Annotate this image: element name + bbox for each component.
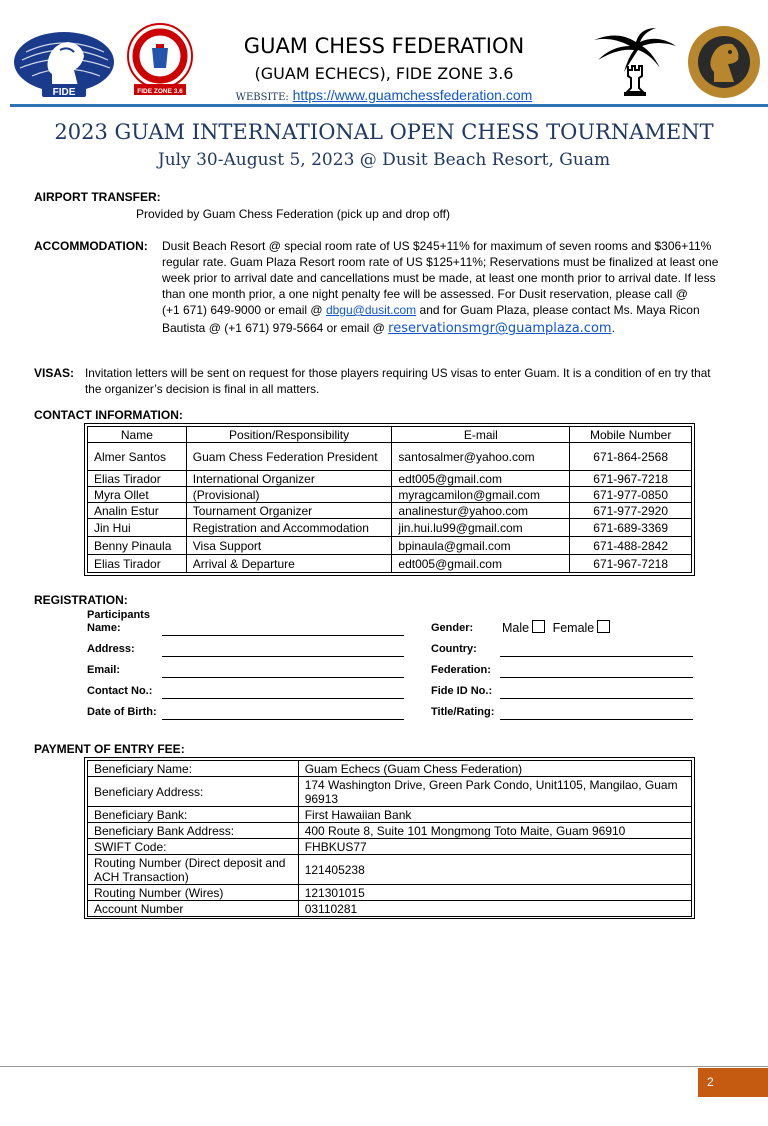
female-checkbox[interactable] <box>597 620 610 633</box>
fide-id-field[interactable] <box>500 698 693 699</box>
table-row <box>88 443 692 471</box>
country-label: Country: <box>431 643 477 655</box>
visas-line-2: the organizer’s decision is final in all matters. <box>85 382 320 396</box>
contact-position: Registration and Accommodation <box>186 519 392 537</box>
col-header-email: E-mail <box>392 427 570 443</box>
country-field[interactable] <box>500 656 693 657</box>
accommodation-line-3: week prior to arrival date and cancellations must be made, at least one month prior to arrival date. If less <box>162 271 716 285</box>
payment-key: Routing Number (Direct deposit and ACH Transaction) <box>88 855 299 885</box>
table-row <box>88 839 692 855</box>
contact-mobile: 671-977-2920 <box>570 503 692 519</box>
contact-name: Elias Tirador <box>88 471 187 487</box>
col-header-mobile: Mobile Number <box>570 427 692 443</box>
accommodation-line-2: regular rate. Guam Plaza Resort room rate of US $125+11%; Reservations must be finalized at least one <box>162 255 719 269</box>
contact-name: Jin Hui <box>88 519 187 537</box>
address-field[interactable] <box>162 656 404 657</box>
title-rating-field[interactable] <box>500 719 693 720</box>
payment-key: Routing Number (Wires) <box>88 885 299 901</box>
contact-name: Benny Pinaula <box>88 537 187 555</box>
email-label: Email: <box>87 664 121 676</box>
website-line <box>0 87 768 103</box>
title-rating-label: Title/Rating: <box>431 706 495 718</box>
table-row <box>88 537 692 555</box>
payment-value: First Hawaiian Bank <box>298 807 691 823</box>
contact-position: (Provisional) <box>186 487 392 503</box>
contact-email[interactable]: edt005@gmail.com <box>392 555 570 573</box>
payment-key: Beneficiary Address: <box>88 777 299 807</box>
email-field[interactable] <box>162 677 404 678</box>
contact-position: Visa Support <box>186 537 392 555</box>
contact-mobile: 671-977-0850 <box>570 487 692 503</box>
website-link[interactable]: https://www.guamchessfederation.com <box>292 87 533 103</box>
payment-value: 400 Route 8, Suite 101 Mongmong Toto Maite, Guam 96910 <box>298 823 691 839</box>
header-divider <box>10 104 768 107</box>
payment-key: Beneficiary Bank: <box>88 807 299 823</box>
contact-mobile: 671-689-3369 <box>570 519 692 537</box>
table-row <box>88 807 692 823</box>
fide-id-label: Fide ID No.: <box>431 685 493 697</box>
dob-field[interactable] <box>162 719 404 720</box>
contact-header-row <box>88 427 692 443</box>
fide-logo-text: FIDE <box>52 87 76 98</box>
tournament-title: 2023 GUAM INTERNATIONAL OPEN CHESS TOURNAMENT <box>54 120 714 144</box>
gender-female-label: Female <box>552 621 595 635</box>
payment-value: 121405238 <box>298 855 691 885</box>
contact-info-label: CONTACT INFORMATION: <box>34 408 183 422</box>
federation-field[interactable] <box>500 677 693 678</box>
accommodation-label: ACCOMMODATION: <box>34 239 148 253</box>
contact-name: Almer Santos <box>88 443 187 471</box>
contact-email[interactable]: myragcamilon@gmail.com <box>392 487 570 503</box>
seal-zone-text: FIDE ZONE 3.6 <box>137 88 183 95</box>
accommodation-text <box>162 238 762 337</box>
table-row <box>88 503 692 519</box>
table-row <box>88 855 692 885</box>
contact-no-field[interactable] <box>162 698 404 699</box>
contact-name: Analin Estur <box>88 503 187 519</box>
airport-transfer-text: Provided by Guam Chess Federation (pick up and drop off) <box>136 207 450 221</box>
address-label: Address: <box>87 643 135 655</box>
table-row <box>88 901 692 917</box>
visas-text <box>85 365 767 397</box>
contact-mobile: 671-488-2842 <box>570 537 692 555</box>
accommodation-line-5: (+1 671) 649-9000 or email @ dbgu@dusit.com and for Guam Plaza, please contact Ms. Maya Ricon <box>162 303 700 317</box>
contact-name: Myra Ollet <box>88 487 187 503</box>
contact-position: Tournament Organizer <box>186 503 392 519</box>
visas-label: VISAS: <box>34 366 75 380</box>
payment-value: Guam Echecs (Guam Chess Federation) <box>298 761 691 777</box>
tournament-dates: July 30-August 5, 2023 @ Dusit Beach Resort, Guam <box>157 150 611 170</box>
participant-name-field[interactable] <box>162 635 404 636</box>
contact-position: Guam Chess Federation President <box>186 443 392 471</box>
federation-label: Federation: <box>431 664 491 676</box>
dusit-email-link[interactable]: dbgu@dusit.com <box>325 303 417 317</box>
table-row <box>88 487 692 503</box>
payment-table <box>87 760 692 917</box>
contact-email[interactable]: edt005@gmail.com <box>392 471 570 487</box>
payment-key: Beneficiary Name: <box>88 761 299 777</box>
table-row <box>88 885 692 901</box>
dob-label: Date of Birth: <box>87 706 157 718</box>
website-label: WEBSITE: <box>235 92 289 103</box>
federation-title: GUAM CHESS FEDERATION <box>243 34 525 58</box>
payment-key: Account Number <box>88 901 299 917</box>
contact-table <box>87 426 692 573</box>
table-row <box>88 471 692 487</box>
table-row <box>88 761 692 777</box>
contact-mobile: 671-864-2568 <box>570 443 692 471</box>
contact-mobile: 671-967-7218 <box>570 555 692 573</box>
col-header-name: Name <box>88 427 187 443</box>
registration-label: REGISTRATION: <box>34 593 128 607</box>
contact-email[interactable]: analinestur@yahoo.com <box>392 503 570 519</box>
table-row <box>88 555 692 573</box>
footer-divider <box>0 1066 768 1067</box>
contact-email[interactable]: santosalmer@yahoo.com <box>392 443 570 471</box>
visas-line-1: Invitation letters will be sent on request for those players requiring US visas to enter Guam. It is a condition of en try that <box>85 366 711 380</box>
contact-no-label: Contact No.: <box>87 685 153 697</box>
payment-key: SWIFT Code: <box>88 839 299 855</box>
accommodation-line-4: than one month prior, a one night penalty fee will be assessed. For Dusit reservation, please call @ <box>162 287 688 301</box>
federation-subtitle: (GUAM ECHECS), FIDE ZONE 3.6 <box>254 64 514 83</box>
table-row <box>88 777 692 807</box>
table-row <box>88 823 692 839</box>
accommodation-line-1: Dusit Beach Resort @ special room rate of US $245+11% for maximum of seven rooms and $306+11% <box>162 239 712 253</box>
contact-mobile: 671-967-7218 <box>570 471 692 487</box>
gender-male-label: Male <box>502 621 530 635</box>
male-checkbox[interactable] <box>532 620 545 633</box>
payment-value: 121301015 <box>298 885 691 901</box>
table-row <box>88 519 692 537</box>
airport-transfer-label: AIRPORT TRANSFER: <box>34 190 161 204</box>
payment-label: PAYMENT OF ENTRY FEE: <box>34 742 185 756</box>
gender-options <box>502 620 610 635</box>
payment-value: 03110281 <box>298 901 691 917</box>
gender-label: Gender: <box>431 622 474 634</box>
payment-value: 174 Washington Drive, Green Park Condo, Unit1105, Mangilao, Guam 96913 <box>298 777 691 807</box>
contact-email[interactable]: jin.hui.lu99@gmail.com <box>392 519 570 537</box>
contact-name: Elias Tirador <box>88 555 187 573</box>
col-header-position: Position/Responsibility <box>186 427 392 443</box>
payment-value: FHBKUS77 <box>298 839 691 855</box>
accommodation-line-6: Bautista @ (+1 671) 979-5664 or email @ reservationsmgr@guamplaza.com. <box>162 321 615 336</box>
page-number: 2 <box>698 1068 768 1097</box>
contact-position: Arrival & Departure <box>186 555 392 573</box>
payment-key: Beneficiary Bank Address: <box>88 823 299 839</box>
contact-email[interactable]: bpinaula@gmail.com <box>392 537 570 555</box>
contact-position: International Organizer <box>186 471 392 487</box>
plaza-email-link[interactable]: reservationsmgr@guamplaza.com <box>388 321 612 336</box>
participants-name-label: Participants Name: <box>87 609 150 634</box>
